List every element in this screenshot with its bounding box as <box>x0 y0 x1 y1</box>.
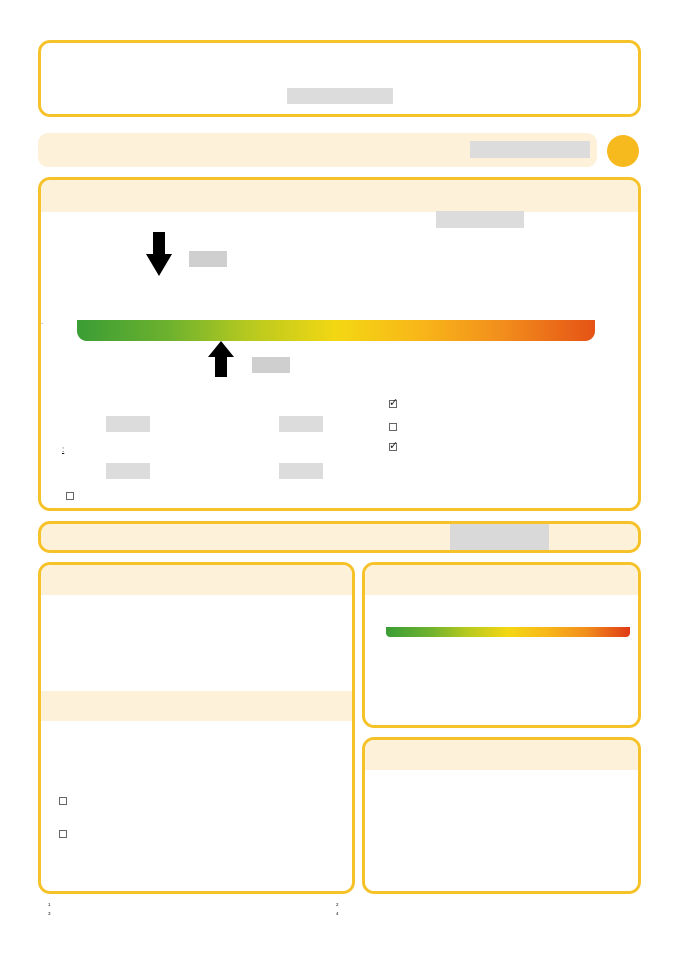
massnahmen-opt1[interactable] <box>59 795 344 805</box>
mini-class-scale <box>386 607 630 617</box>
header-box <box>38 40 641 117</box>
energiebedarf-panel <box>38 177 641 511</box>
thg-value <box>436 211 524 228</box>
mini-gradient-scale <box>386 627 630 637</box>
checkbox-checked-icon[interactable] <box>389 443 397 451</box>
divider <box>38 323 43 324</box>
checkbox-icon[interactable] <box>389 423 397 431</box>
scale-ticks <box>71 304 606 318</box>
erlaeuterung-panel <box>362 737 641 894</box>
erlaeuterung-header <box>365 740 638 770</box>
vergleich-panel <box>362 562 641 728</box>
endenergie-arrow-icon <box>146 232 172 276</box>
ist-huelle-value <box>106 463 150 479</box>
vergleich-header <box>365 565 638 595</box>
anf-huelle-value <box>279 463 323 479</box>
issue-date <box>287 88 393 104</box>
verfahren-item[interactable] <box>389 423 402 431</box>
footnote-3: 3 <box>48 911 51 916</box>
checkbox-icon[interactable] <box>59 830 67 838</box>
panel-header <box>41 180 638 212</box>
footnote-2: 2 <box>336 902 339 907</box>
registration-number <box>470 141 590 158</box>
massnahmen-opt2[interactable] <box>59 828 349 850</box>
footnote-4: 4 <box>336 911 339 916</box>
anf-prim-value <box>279 416 323 432</box>
sommer-row <box>62 492 78 500</box>
footnote-1: 1 <box>48 902 51 907</box>
checkbox-checked-icon[interactable] <box>389 400 397 408</box>
huelle-subheading: : <box>62 445 65 454</box>
bedarf-value <box>450 524 549 550</box>
ist-prim-value <box>106 416 150 432</box>
endenergie-value <box>189 251 227 267</box>
energy-class-scale <box>77 278 595 302</box>
massnahmen-header <box>41 691 352 721</box>
primaerenergie-arrow-icon <box>208 341 234 377</box>
mini-ticks <box>386 618 630 626</box>
verfahren-item[interactable] <box>389 443 402 451</box>
verfahren-item[interactable] <box>389 400 402 408</box>
page-badge <box>607 135 639 167</box>
section-header <box>38 133 597 167</box>
primaerenergie-value <box>252 357 290 373</box>
gradient-scale <box>77 320 595 341</box>
sommer-checkbox[interactable] <box>66 492 74 500</box>
erneuerbar-panel <box>38 562 355 894</box>
bedarf-gebaeude-box <box>38 521 641 553</box>
erneuerbar-header <box>41 565 352 595</box>
checkbox-icon[interactable] <box>59 797 67 805</box>
